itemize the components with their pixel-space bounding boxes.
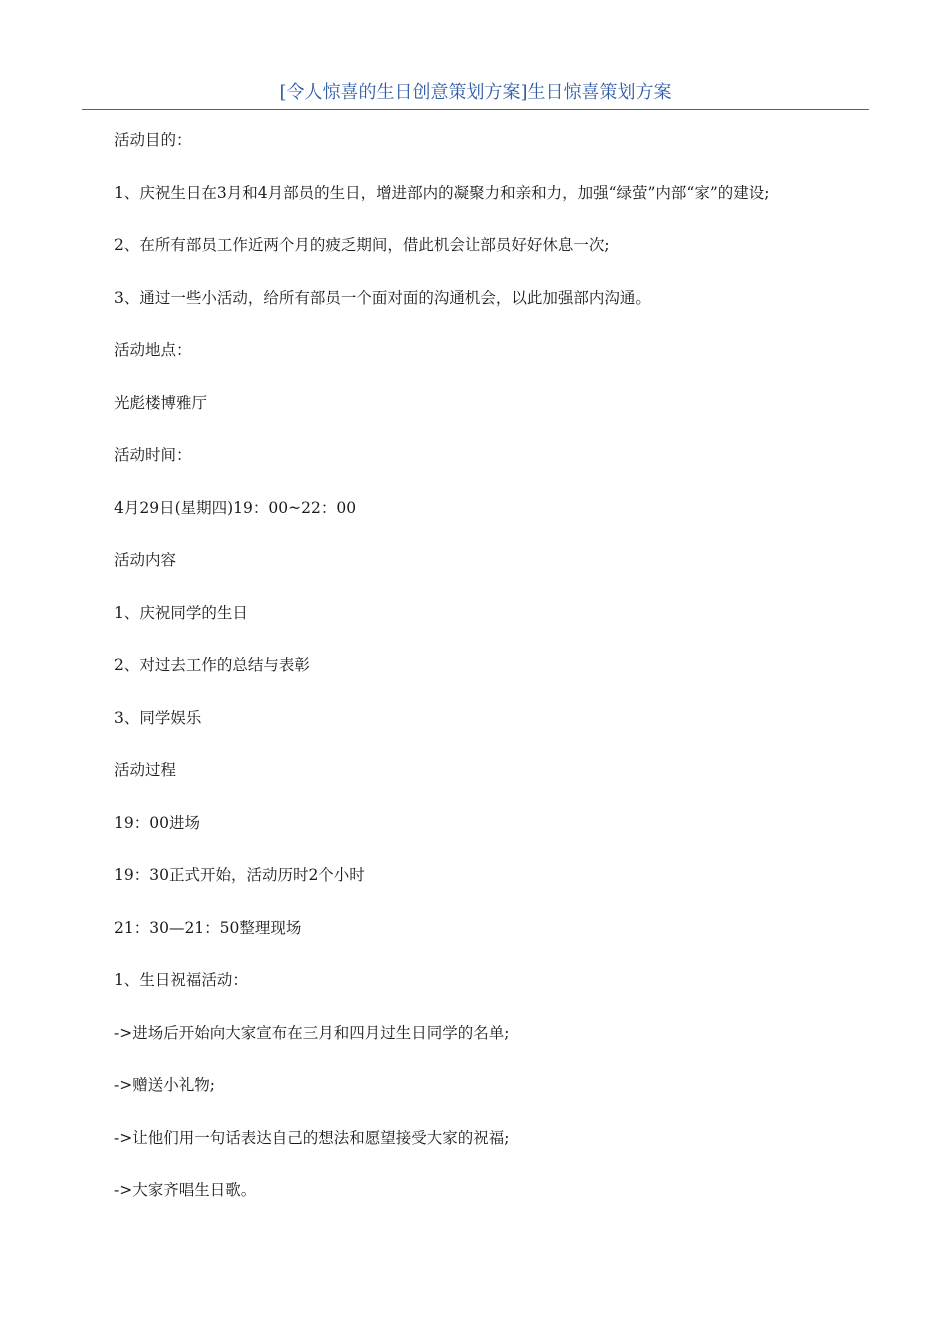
paragraph-process-heading: 活动过程 [114, 761, 177, 779]
header-divider [82, 109, 869, 110]
paragraph-process-2: 19：30正式开始，活动历时2个小时 [114, 866, 365, 884]
document-body [82, 123, 802, 1226]
paragraph-location: 光彪楼博雅厅 [114, 393, 208, 412]
paragraph-location-heading: 活动地点： [114, 341, 192, 359]
paragraph-birthday-activity-heading: 1、生日祝福活动： [114, 971, 248, 989]
paragraph-purpose-3: 3、通过一些小活动，给所有部员一个面对面的沟通机会，以此加强部内沟通。 [114, 288, 651, 307]
paragraph-birthday-step-2: ->赠送小礼物; [114, 1076, 215, 1094]
paragraph-time-heading: 活动时间： [114, 446, 192, 464]
paragraph-birthday-step-3: ->让他们用一句话表达自己的想法和愿望接受大家的祝福; [114, 1128, 510, 1147]
document-header-title: [令人惊喜的生日创意策划方案]生日惊喜策划方案 [279, 82, 672, 103]
paragraph-process-3: 21：30—21：50整理现场 [114, 918, 302, 937]
paragraph-process-1: 19：00进场 [114, 813, 200, 832]
paragraph-purpose-2: 2、在所有部员工作近两个月的疲乏期间，借此机会让部员好好休息一次; [114, 236, 610, 254]
paragraph-content-1: 1、庆祝同学的生日 [114, 603, 248, 622]
paragraph-content-3: 3、同学娱乐 [114, 708, 202, 727]
paragraph-purpose-1: 1、庆祝生日在3月和4月部员的生日，增进部内的凝聚力和亲和力，加强“绿萤”内部“家”的建设; [114, 183, 770, 202]
paragraph-time: 4月29日(星期四)19：00~22：00 [114, 498, 357, 517]
paragraph-purpose-heading: 活动目的： [114, 131, 192, 149]
paragraph-birthday-step-4: ->大家齐唱生日歌。 [114, 1181, 257, 1199]
paragraph-content-2: 2、对过去工作的总结与表彰 [114, 656, 310, 674]
paragraph-content-heading: 活动内容 [114, 551, 177, 569]
paragraph-birthday-step-1: ->进场后开始向大家宣布在三月和四月过生日同学的名单; [114, 1023, 510, 1042]
